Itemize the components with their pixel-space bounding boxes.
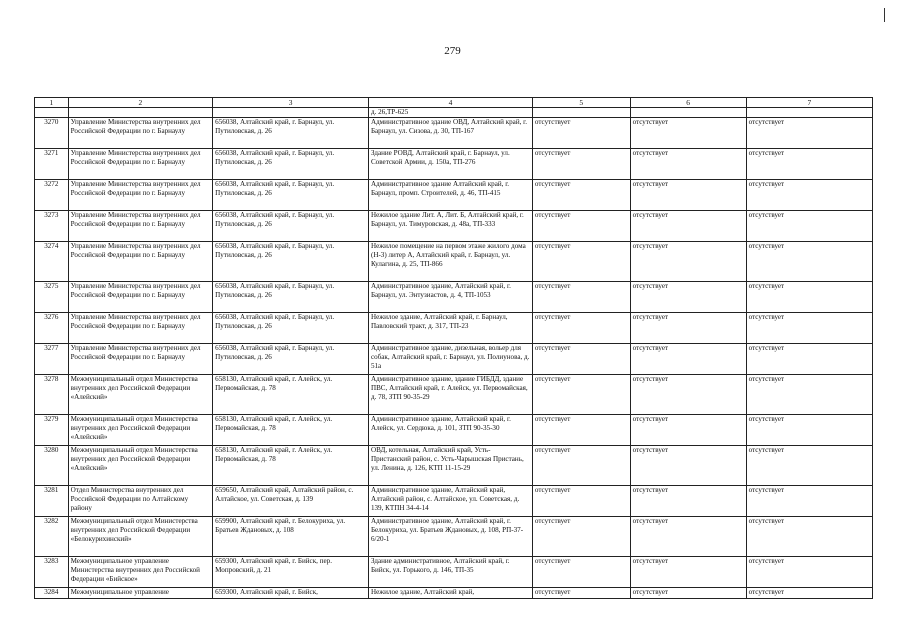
table-cell: отсутствует [532, 344, 630, 375]
column-header: 6 [630, 98, 746, 108]
table-cell: отсутствует [532, 242, 630, 282]
table-row [35, 557, 873, 588]
table-cell: отсутствует [746, 149, 872, 180]
table-cell: отсутствует [630, 180, 746, 211]
table-cell: Нежилое здание, Алтайский край, г. Барнаул, Павловский тракт, д. 317, ТП-23 [368, 313, 532, 344]
column-header: 2 [68, 98, 213, 108]
table-cell: отсутствует [532, 375, 630, 415]
table-cell: отсутствует [630, 242, 746, 282]
table-cell: отсутствует [532, 211, 630, 242]
table-cell: отсутствует [532, 180, 630, 211]
table-cell: 659300, Алтайский край, г. Бийск, [213, 588, 369, 599]
table-cell: 659650, Алтайский край, Алтайский район, с. Алтайское, ул. Советская, д. 139 [213, 486, 369, 517]
table-cell: отсутствует [746, 588, 872, 599]
row-number-cell: 3272 [35, 180, 69, 211]
table-cell: Управление Министерства внутренних дел Российской Федерации по г. Барнаулу [68, 242, 213, 282]
table-cell: Административное здание, Алтайский край, г. Барнаул, ул. Энтузиастов, д. 4, ТП-1053 [368, 282, 532, 313]
table-cell: отсутствует [746, 557, 872, 588]
table-cell [68, 108, 213, 118]
row-number-cell: 3274 [35, 242, 69, 282]
table-cell: Отдел Министерства внутренних дел Российской Федерации по Алтайскому району [68, 486, 213, 517]
table-cell: отсутствует [746, 211, 872, 242]
table-cell: отсутствует [630, 415, 746, 446]
table-cell: отсутствует [630, 557, 746, 588]
column-number-row [35, 98, 873, 108]
table-cell: отсутствует [532, 517, 630, 557]
table-cell: Межмуниципальный отдел Министерства внутренних дел Российской Федерации «Алейский» [68, 446, 213, 486]
table-cell: 656038, Алтайский край, г. Барнаул, ул. Путиловская, д. 26 [213, 211, 369, 242]
table-cell: Управление Министерства внутренних дел Российской Федерации по г. Барнаулу [68, 180, 213, 211]
table-cell: 656038, Алтайский край, г. Барнаул, ул. Путиловская, д. 26 [213, 344, 369, 375]
table-cell: 656038, Алтайский край, г. Барнаул, ул. Путиловская, д. 26 [213, 180, 369, 211]
table-cell: отсутствует [532, 313, 630, 344]
table-cell: отсутствует [532, 415, 630, 446]
table-cell [213, 108, 369, 118]
table-cell: отсутствует [746, 118, 872, 149]
row-number-cell: 3284 [35, 588, 69, 599]
table-cell: отсутствует [532, 118, 630, 149]
table-cell: Здание РОВД, Алтайский край, г. Барнаул, ул. Советской Армии, д. 150а, ТП-276 [368, 149, 532, 180]
table-cell: отсутствует [630, 486, 746, 517]
row-number-cell: 3278 [35, 375, 69, 415]
column-header: 3 [213, 98, 369, 108]
table-cell: отсутствует [746, 282, 872, 313]
table-cell: отсутствует [746, 180, 872, 211]
column-header: 7 [746, 98, 872, 108]
table-cell: отсутствует [630, 446, 746, 486]
table-cell: отсутствует [532, 486, 630, 517]
table-cell: Межмуниципальный отдел Министерства внутренних дел Российской Федерации «Белокурихинский» [68, 517, 213, 557]
table-cell: Межмуниципальное управление Министерства внутренних дел Российской Федерации «Бийское» [68, 557, 213, 588]
table-cell: 658130, Алтайский край, г. Алейск, ул. Первомайская, д. 78 [213, 375, 369, 415]
row-number-cell: 3273 [35, 211, 69, 242]
table-cell: Управление Министерства внутренних дел Российской Федерации по г. Барнаулу [68, 344, 213, 375]
table-cell: д. 26,ТР-625 [368, 108, 532, 118]
page-number: 279 [444, 45, 461, 57]
row-number-cell: 3283 [35, 557, 69, 588]
table-cell: Управление Министерства внутренних дел Российской Федерации по г. Барнаулу [68, 211, 213, 242]
table-cell: Межмуниципальный отдел Министерства внутренних дел Российской Федерации «Алейский» [68, 375, 213, 415]
table-cell: Административное здание ОВД, Алтайский край, г. Барнаул, ул. Сизова, д. 30, ТП-167 [368, 118, 532, 149]
row-number-cell: 3277 [35, 344, 69, 375]
edge-mark [884, 8, 885, 22]
column-header: 5 [532, 98, 630, 108]
table-cell: Административное здание, Алтайский край, г. Алейск, ул. Сердюка, д. 101, ЗТП 90-35-30 [368, 415, 532, 446]
table-cell: отсутствует [630, 118, 746, 149]
row-number-cell: 3280 [35, 446, 69, 486]
table-cell: Здание административное, Алтайский край, г. Бийск, ул. Горького, д. 146, ТП-35 [368, 557, 532, 588]
table-cell: 656038, Алтайский край, г. Барнаул, ул. Путиловская, д. 26 [213, 313, 369, 344]
table-row [35, 118, 873, 149]
table-row [35, 415, 873, 446]
row-number-cell: 3276 [35, 313, 69, 344]
table-cell: отсутствует [746, 517, 872, 557]
table-cell [532, 108, 630, 118]
table-cell: отсутствует [746, 446, 872, 486]
table-cell: Административное здание, дизельная, вольер для собак, Алтайский край, г. Барнаул, ул. Полиунова, д. 51а [368, 344, 532, 375]
column-header: 1 [35, 98, 69, 108]
table-cell: отсутствует [532, 282, 630, 313]
row-number-cell: 3279 [35, 415, 69, 446]
table-cell: Административное здание Алтайский край, г. Барнаул, промп. Строителей, д. 46, ТП-415 [368, 180, 532, 211]
register-table [34, 97, 873, 599]
table-cell: 656038, Алтайский край, г. Барнаул, ул. Путиловская, д. 26 [213, 149, 369, 180]
table-cell: отсутствует [630, 211, 746, 242]
table-cell: Управление Министерства внутренних дел Российской Федерации по г. Барнаулу [68, 149, 213, 180]
table-row [35, 486, 873, 517]
table-cell: 656038, Алтайский край, г. Барнаул, ул. Путиловская, д. 26 [213, 118, 369, 149]
table-cell [746, 108, 872, 118]
table-cell: 656038, Алтайский край, г. Барнаул, ул. Путиловская, д. 26 [213, 242, 369, 282]
table-cell: отсутствует [630, 149, 746, 180]
table-cell: отсутствует [746, 242, 872, 282]
table-row [35, 180, 873, 211]
row-number-cell: 3282 [35, 517, 69, 557]
table-row [35, 517, 873, 557]
table-cell: отсутствует [532, 588, 630, 599]
table-cell: Межмуниципальное управление [68, 588, 213, 599]
table-body [35, 108, 873, 599]
table-row [35, 149, 873, 180]
table-cell: отсутствует [746, 344, 872, 375]
table-cell: отсутствует [746, 375, 872, 415]
table-cell: Административное здание, здание ГИБДД, здание ПВС, Алтайский край, г. Алейск, ул. Первомайская, д. 78, ЗТП 90-35-29 [368, 375, 532, 415]
table-cell: отсутствует [746, 415, 872, 446]
table-cell: отсутствует [630, 588, 746, 599]
table-cell: отсутствует [746, 313, 872, 344]
table-row [35, 211, 873, 242]
table-cell: отсутствует [532, 446, 630, 486]
row-number-cell: 3271 [35, 149, 69, 180]
continuation-row [35, 108, 873, 118]
table-cell: 658130, Алтайский край, г. Алейск, ул. Первомайская, д. 78 [213, 446, 369, 486]
table-row [35, 588, 873, 599]
table-cell: 659900, Алтайский край, г. Белокуриха, ул. Братьев Ждановых, д. 108 [213, 517, 369, 557]
table-row [35, 375, 873, 415]
table-cell: Управление Министерства внутренних дел Российской Федерации по г. Барнаулу [68, 313, 213, 344]
table-cell [630, 108, 746, 118]
table-cell: ОВД, котельная, Алтайский край, Усть-Пристанский район, с. Усть-Чарышская Пристань, ул. Ленина, д. 126, КТП 11-15-29 [368, 446, 532, 486]
table-cell: отсутствует [630, 517, 746, 557]
table-row [35, 282, 873, 313]
row-number-cell: 3270 [35, 118, 69, 149]
table-cell: Административное здание, Алтайский край, Алтайский район, с. Алтайское, ул. Советская, д. 139, КТПН 34-4-14 [368, 486, 532, 517]
table-cell: Межмуниципальный отдел Министерства внутренних дел Российской Федерации «Алейский» [68, 415, 213, 446]
table-cell: Управление Министерства внутренних дел Российской Федерации по г. Барнаулу [68, 118, 213, 149]
table-cell: отсутствует [630, 313, 746, 344]
row-number-cell: 3281 [35, 486, 69, 517]
table-cell: Нежилое здание, Алтайский край, [368, 588, 532, 599]
table-cell: Нежилое здание Лит. А, Лит. Б, Алтайский край, г. Барнаул, ул. Тимуровская, д. 48а, ТП-333 [368, 211, 532, 242]
table-cell [35, 108, 69, 118]
table-cell: 656038, Алтайский край, г. Барнаул, ул. Путиловская, д. 26 [213, 282, 369, 313]
table-row [35, 313, 873, 344]
table-cell: Административное здание, Алтайский край, г. Белокуриха, ул. Братьев Ждановых, д. 108, РП-37-6/20-1 [368, 517, 532, 557]
table-cell: отсутствует [630, 344, 746, 375]
table-row [35, 344, 873, 375]
table-cell: отсутствует [532, 557, 630, 588]
table-cell: отсутствует [630, 282, 746, 313]
row-number-cell: 3275 [35, 282, 69, 313]
table-cell: отсутствует [630, 375, 746, 415]
table-cell: 659300, Алтайский край, г. Бийск, пер. Мопровский, д. 21 [213, 557, 369, 588]
table-cell: отсутствует [532, 149, 630, 180]
table-cell: Управление Министерства внутренних дел Российской Федерации по г. Барнаулу [68, 282, 213, 313]
table-cell: отсутствует [746, 486, 872, 517]
table-cell: 658130, Алтайский край, г. Алейск, ул. Первомайская, д. 78 [213, 415, 369, 446]
column-header: 4 [368, 98, 532, 108]
table-row [35, 242, 873, 282]
table-row [35, 446, 873, 486]
table-cell: Нежилое помещение на первом этаже жилого дома (Н-3) литер А, Алтайский край, г. Барнаул, ул. Кулагина, д. 25, ТП-866 [368, 242, 532, 282]
